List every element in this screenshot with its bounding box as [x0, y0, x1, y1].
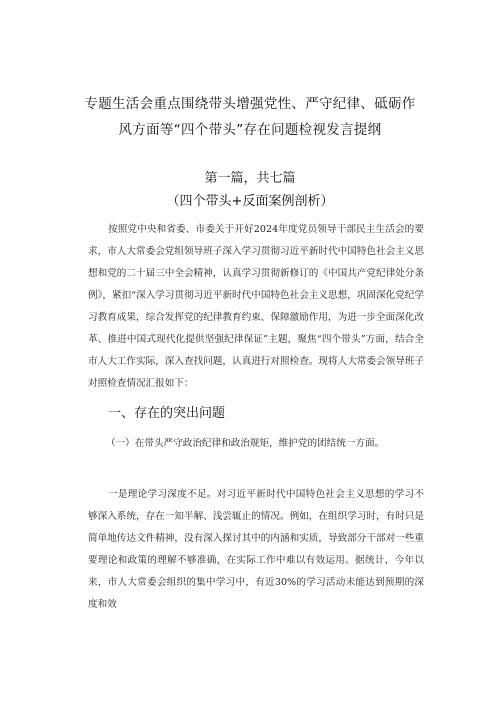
body-paragraph: 一是理论学习深度不足。对习近平新时代中国特色社会主义思想的学习不够深入系统，存在一知半解、浅尝辄止的情况。例如，在组织学习时，有时只是简单地传达文件精神，没有深入探讨其中的内涵和实质，导致部分干部对一些重要理论和政策的理解不够准确，在实际工作中难以有效运用。据统计，今年以来，市人大常委会组织的集中学习中，有近30%的学习活动未能达到预期的深度和效 — [88, 489, 424, 610]
document-subtitle-part: 第一篇，共七篇 — [204, 171, 296, 186]
subsection-heading: （一）在带头严守政治纪律和政治规矩，维护党的团结统一方面。 — [106, 438, 385, 449]
section-heading: 一、存在的突出问题 — [108, 406, 226, 421]
document-subtitle-note: （四个带头+反面案例剖析） — [166, 194, 334, 209]
document-title-line1: 专题生活会重点围绕带头增强党性、严守纪律、砥砺作 — [84, 96, 416, 112]
document-title-line2: 风方面等“四个带头”存在问题检视发言提纲 — [118, 122, 382, 138]
intro-paragraph: 按照党中央和省委、市委关于开好2024年度党员领导干部民主生活会的要求，市人大常委会党组领导班子深入学习贯彻习近平新时代中国特色社会主义思想和党的二十届三中全会精神，认真学习贯彻新修订的《中国共产党纪律处分条例》，紧扣“深入学习贯彻习近平新时代中国特色社会主义思想，巩固深化党纪学习教育成果，综合发挥党的纪律教育约束、保障激励作用，为进一步全面深化改革、推进中国式现代化提供坚强纪律保证”主题，聚焦“四个带头”方面，结合全市人大工作实际，深入查找问题，认真进行对照检查。现将人大常委会领导班子对照检查情况汇报如下： — [88, 224, 424, 389]
